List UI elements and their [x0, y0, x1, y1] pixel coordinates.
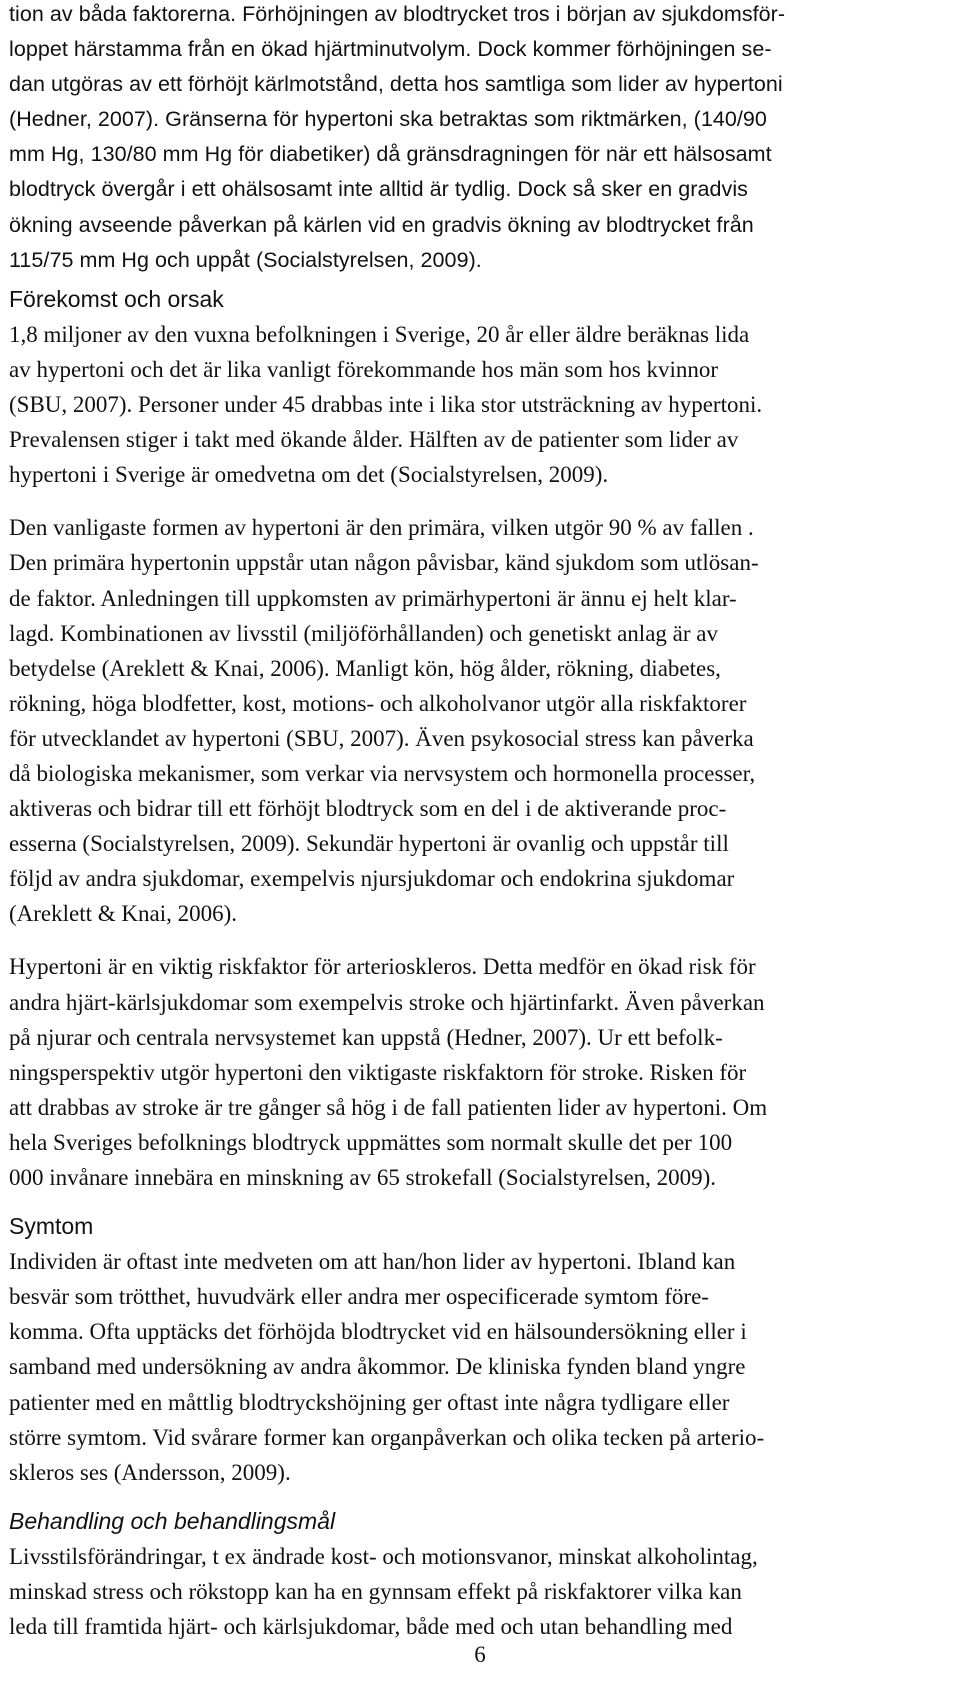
- paragraph-hypertension-intro: tion av båda faktorerna. Förhöjningen av blodtrycket tros i början av sjukdomsför- loppet härstamma från en ökad hjärtminutvolym. Dock kommer förhöjningen se- dan utgöras av ett förhöjt kärlmotstånd, detta hos samtliga som lider av hypertoni (Hedner, 2007). Gränserna för hypertoni ska betraktas som riktmärken, (140/90 mm Hg, 130/80 mm Hg för diabetiker) då gränsdragningen för när ett hälsosamt blodtryck övergår i ett ohälsosamt inte alltid är tydlig. Dock så sker en gradvis ökning avseende påverkan på kärlen vid en gradvis ökning av blodtrycket från 115/75 mm Hg och uppåt (Socialstyrelsen, 2009).: [9, 2, 786, 272]
- heading-forekomst-och-orsak: Förekomst och orsak: [9, 285, 224, 312]
- paragraph-prevalence: 1,8 miljoner av den vuxna befolkningen i Sverige, 20 år eller äldre beräknas lida av hypertoni och det är lika vanligt förekommande hos män som hos kvinnor (SBU, 2007). Personer under 45 drabbas inte i lika stor utsträckning av hypertoni. Prevalensen stiger i takt med ökande ålder. Hälften av de patienter som lider av hypertoni i Sverige är omedvetna om det (Socialstyrelsen, 2009).: [9, 321, 763, 488]
- heading-symtom: Symtom: [9, 1213, 94, 1240]
- paragraph-primary-hypertension: Den vanligaste formen av hypertoni är den primära, vilken utgör 90 % av fallen . Den primära hypertonin uppstår utan någon påvisbar, känd sjukdom som utlösan- de faktor. Anledningen till uppkomsten av primärhypertoni är ännu ej helt klar- lagd. Kombinationen av livsstil (miljöförhållanden) och genetiskt anlag är av betydelse (Areklett & Knai, 2006). Manligt kön, hög ålder, rökning, diabetes, rökning, höga blodfetter, kost, motions- och alkoholvanor utgör alla riskfaktorer för utvecklandet av hypertoni (SBU, 2007). Även psykosocial stress kan påverka då biologiska mekanismer, som verkar via nervsystem och hormonella processer, aktiveras och bidrar till ett förhöjt blodtryck som en del i de aktiverande proc- esserna (Socialstyrelsen, 2009). Sekundär hypertoni är ovanlig och uppstår till följd av andra sjukdomar, exempelvis njursjukdomar och endokrina sjukdomar (Areklett & Knai, 2006).: [9, 515, 759, 927]
- paragraph-symptoms: Individen är oftast inte medveten om att han/hon lider av hypertoni. Ibland kan besvär som trötthet, huvudvärk eller andra mer ospecificerade symtom före- komma. Ofta upptäcks det förhöjda blodtrycket vid en hälsoundersökning eller i samband med undersökning av andra åkommor. De kliniska fynden bland yngre patienter med en måttlig blodtryckshöjning ger oftast inte några tydligare eller större symtom. Vid svårare former kan organpåverkan och olika tecken på arterio- skleros ses (Andersson, 2009).: [9, 1249, 765, 1485]
- page-content: [9, 0, 949, 1644]
- paragraph-gap: [9, 931, 949, 949]
- paragraph-treatment: Livsstilsförändringar, t ex ändrade kost- och motionsvanor, minskat alkoholintag, minskad stress och rökstopp kan ha en gynnsam effekt på riskfaktorer vilka kan leda till framtida hjärt- och kärlsjukdomar, både med och utan behandling med: [9, 1543, 758, 1640]
- page-number: 6: [474, 1642, 486, 1667]
- paragraph-gap: [9, 492, 949, 510]
- paragraph-risk-factor: Hypertoni är en viktig riskfaktor för arterioskleros. Detta medför en ökad risk för andra hjärt-kärlsjukdomar som exempelvis stroke och hjärtinfarkt. Även påverkan på njurar och centrala nervsystemet kan uppstå (Hedner, 2007). Ur ett befolk- ningsperspektiv utgör hypertoni den viktigaste riskfaktorn för stroke. Risken för att drabbas av stroke är tre gånger så hög i de fall patienten lider av hypertoni. Om hela Sveriges befolknings blodtryck uppmättes som normalt skulle det per 100 000 invånare innebära en minskning av 65 strokefall (Socialstyrelsen, 2009).: [9, 954, 768, 1190]
- heading-behandling: Behandling och behandlingsmål: [9, 1507, 336, 1534]
